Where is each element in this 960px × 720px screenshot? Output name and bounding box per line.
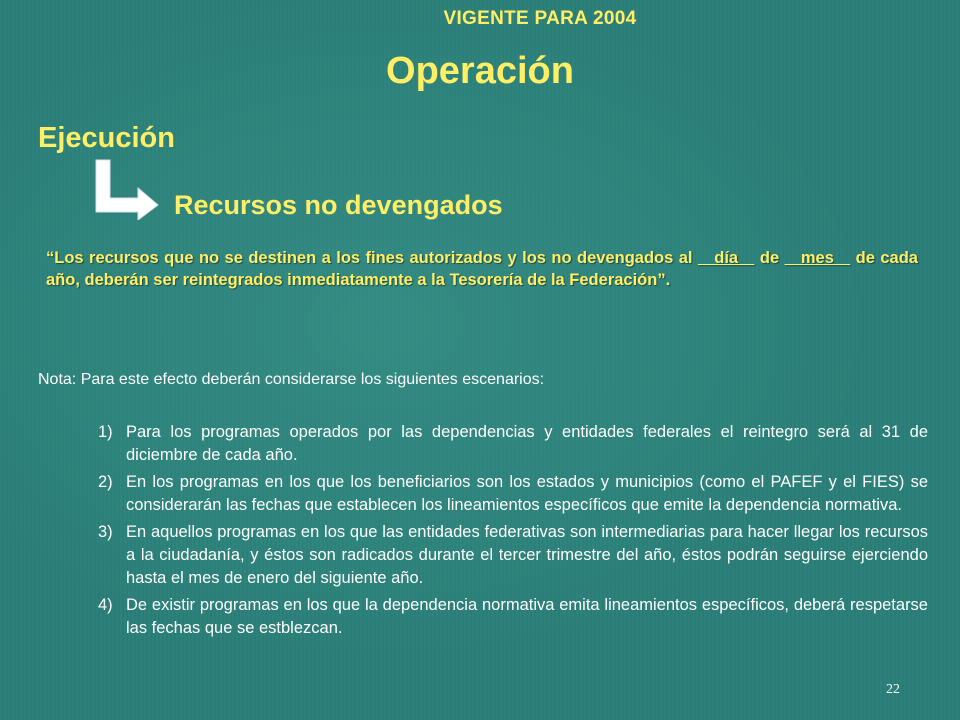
section-heading: Ejecución: [38, 122, 175, 154]
list-item: [98, 421, 928, 467]
list-item-number: 2): [98, 473, 113, 491]
legal-quote: [46, 247, 918, 291]
section-subheading: Recursos no devengados: [174, 190, 503, 220]
quote-connector: de: [754, 249, 785, 267]
list-item-number: 1): [98, 423, 113, 441]
page-title: Operación: [386, 50, 574, 92]
list-item: [98, 471, 928, 517]
blank-day: día: [697, 249, 755, 267]
scenario-list: [98, 421, 928, 644]
list-item-text: En aquellos programas en los que las entidades federativas son intermediarias para hacer llegar los recursos a la ciudadanía, y éstos son radicados durante el tercer trimestre del año, éstos podrán seguirse ejerciendo hasta el mes de enero del siguiente año.: [126, 523, 928, 587]
blank-month: mes: [784, 249, 851, 267]
list-item-text: En los programas en los que los beneficiarios son los estados y municipios (como el PAFEF y el FIES) se considerarán las fechas que establecen los lineamientos específicos que emite la dependencia normativa.: [126, 473, 928, 514]
quote-part-2: de cada año, deberán ser reintegrados inmediatamente a la Tesorería de la Federación”.: [46, 249, 918, 289]
list-item: [98, 594, 928, 640]
list-item-number: 4): [98, 596, 113, 614]
list-item-text: Para los programas operados por las dependencias y entidades federales el reintegro será al 31 de diciembre de cada año.: [126, 423, 928, 464]
note-intro: Nota: Para este efecto deberán considerarse los siguientes escenarios:: [38, 371, 545, 388]
list-item-number: 3): [98, 523, 113, 541]
validity-label: VIGENTE PARA 2004: [443, 8, 637, 29]
down-right-arrow-icon: [92, 158, 164, 220]
quote-part-1: “Los recursos que no se destinen a los fines autorizados y los no devengados al: [46, 249, 698, 267]
list-item-text: De existir programas en los que la dependencia normativa emita lineamientos específicos, deberá respetarse las fechas que se estblezcan.: [126, 596, 928, 637]
list-item: [98, 521, 928, 590]
page-number: 22: [886, 682, 900, 697]
